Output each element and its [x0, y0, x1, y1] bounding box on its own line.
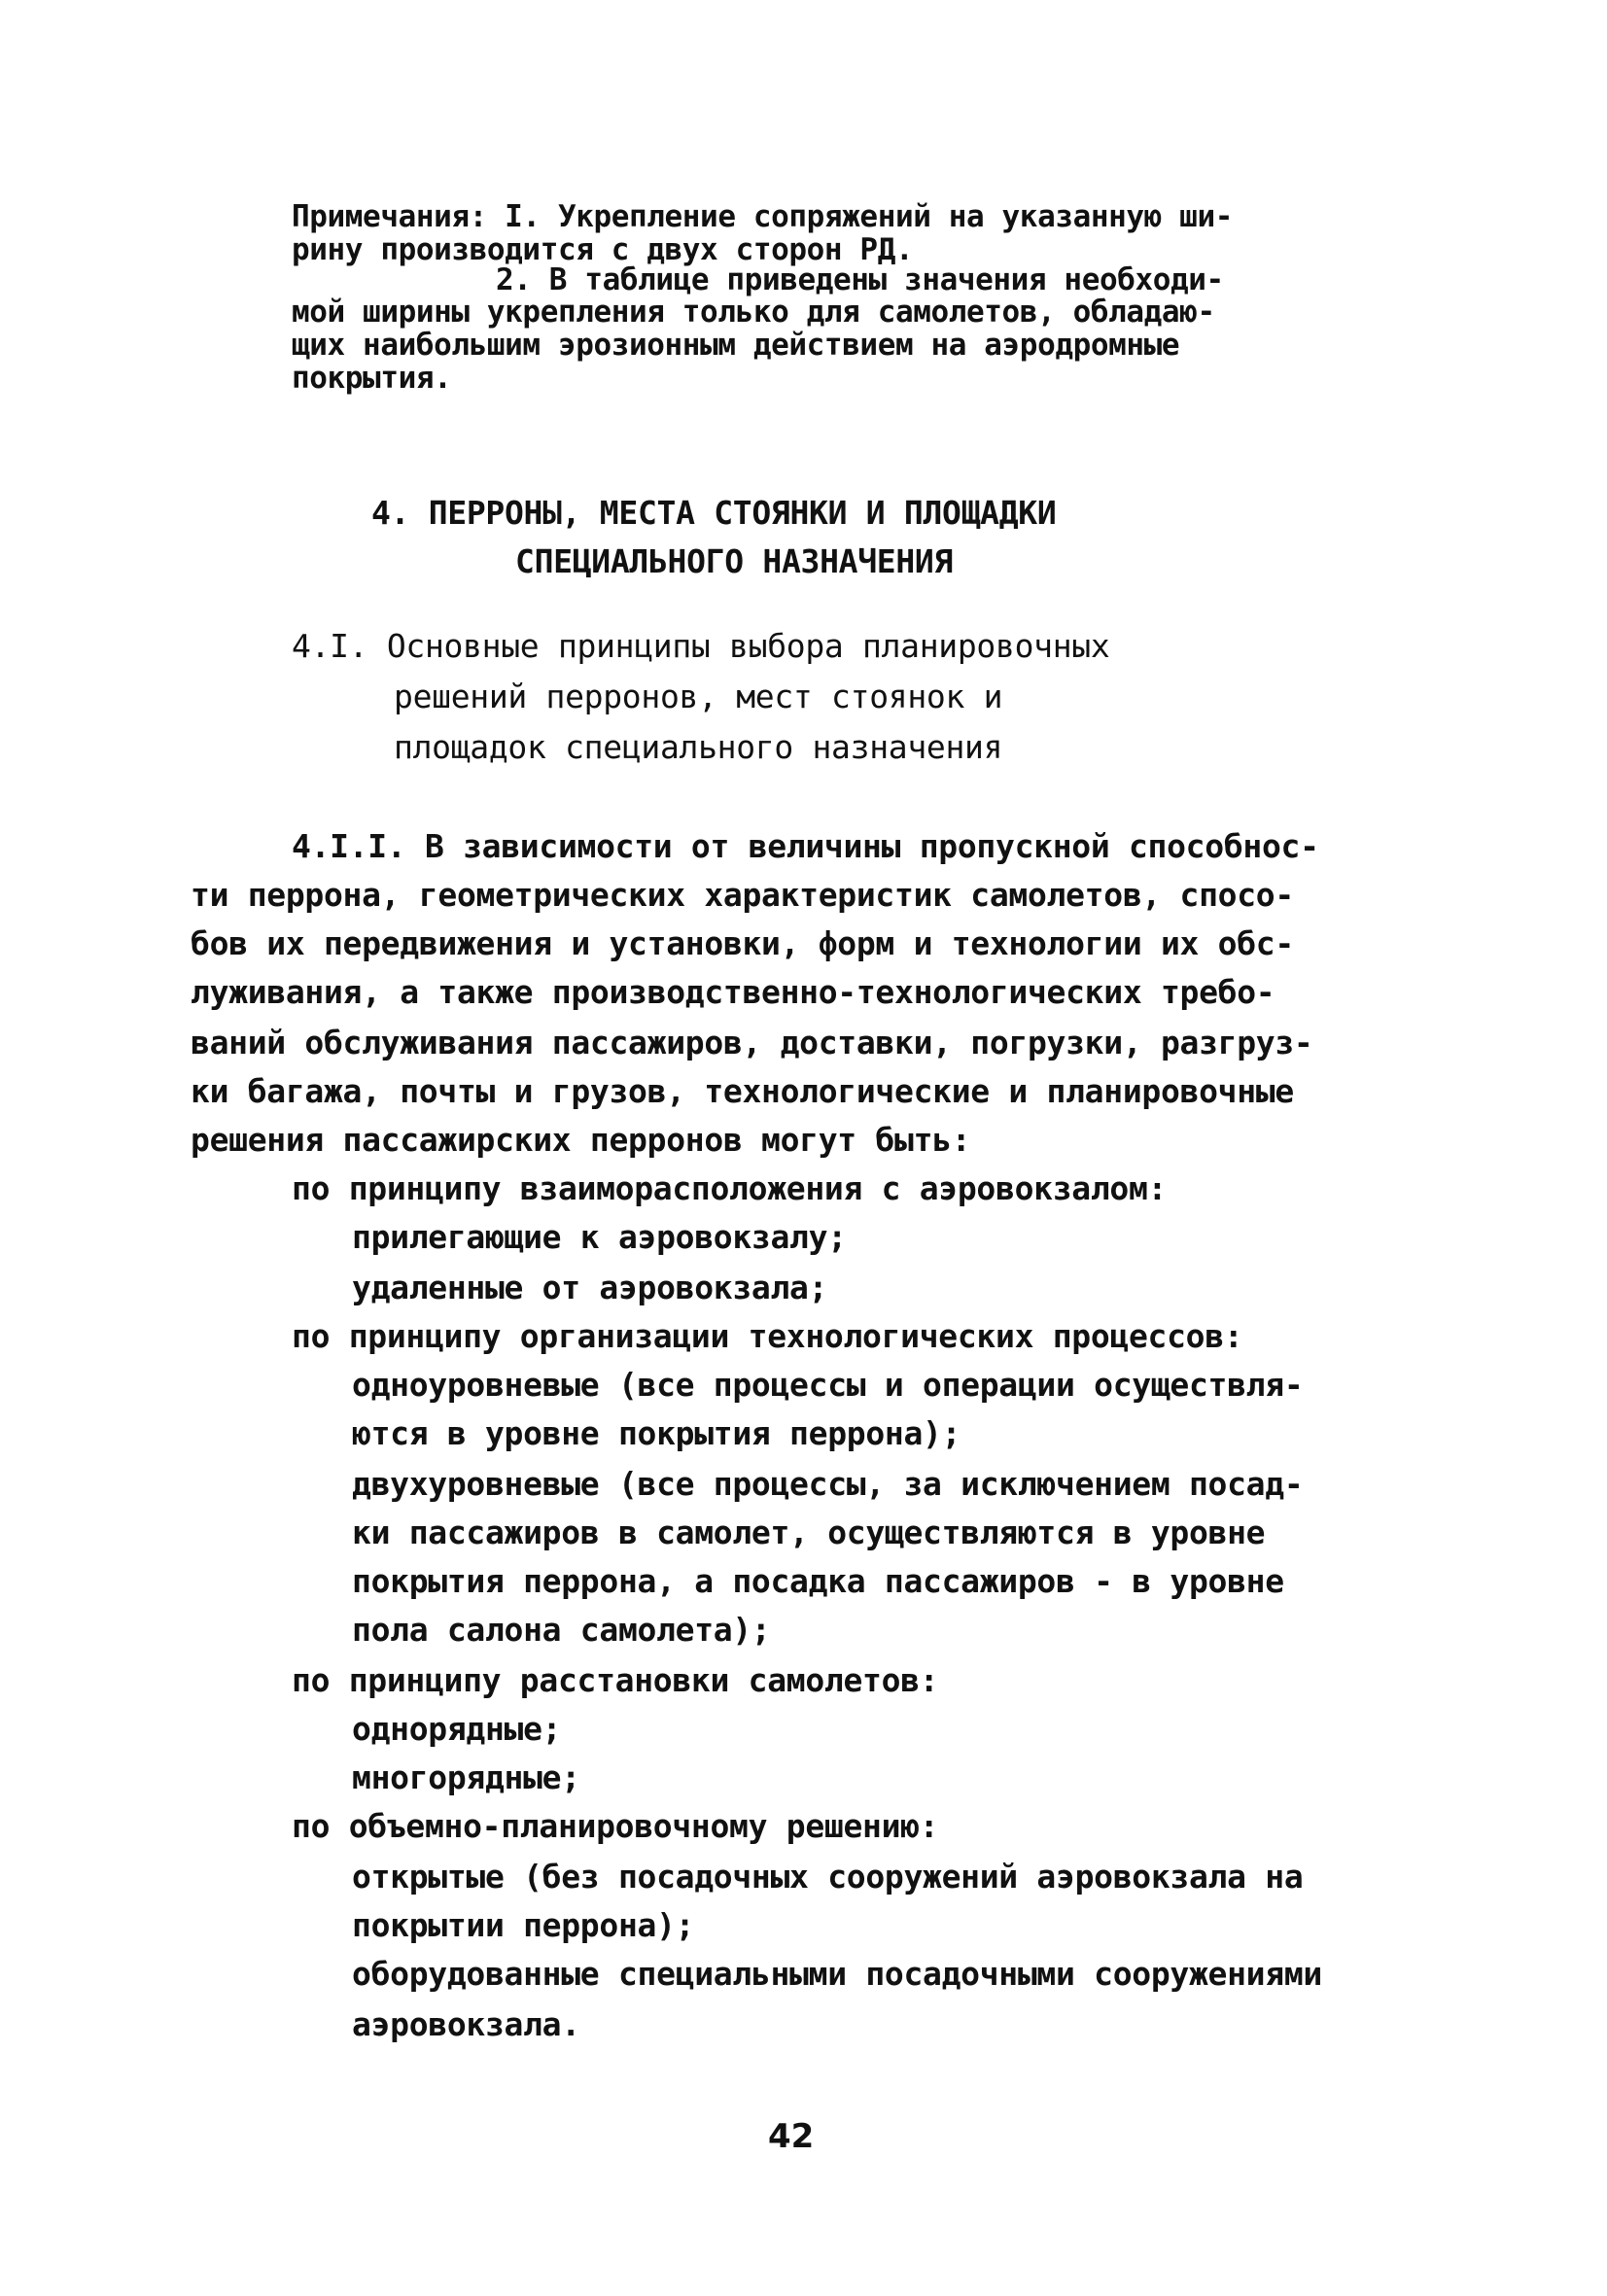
body-line: двухуровневые (все процессы, за исключением посад- — [352, 1465, 1304, 1503]
body-line: ки пассажиров в самолет, осуществляются в уровне — [352, 1513, 1266, 1551]
body-line: ти перрона, геометрических характеристик самолетов, спосо- — [191, 876, 1294, 914]
section-heading-line: СПЕЦИАЛЬНОГО НАЗНАЧЕНИЯ — [515, 542, 954, 580]
body-line: прилегающие к аэровокзалу; — [352, 1218, 847, 1256]
body-line: по принципу организации технологических процессов: — [292, 1317, 1243, 1355]
body-line: по принципу взаиморасположения с аэровокзалом: — [292, 1169, 1168, 1207]
body-line: многорядные; — [352, 1758, 580, 1796]
body-line: луживания, а также производственно-технологических требо- — [191, 973, 1275, 1011]
body-line: ки багажа, почты и грузов, технологические и планировочные — [191, 1072, 1294, 1110]
page-number: 42 — [768, 2117, 815, 2156]
notes-line: щих наибольшим эрозионным действием на аэродромные — [292, 328, 1180, 363]
body-line: решения пассажирских перронов могут быть: — [191, 1121, 971, 1159]
notes-line: 2. В таблице приведены значения необходи- — [496, 262, 1224, 297]
body-line: 4.I.I. В зависимости от величины пропускной способнос- — [292, 827, 1319, 865]
notes-line: рину производится с двух сторон РД. — [292, 232, 914, 267]
body-line: одноуровневые (все процессы и операции осуществля- — [352, 1366, 1304, 1404]
body-line: покрытии перрона); — [352, 1906, 695, 1944]
body-line: ваний обслуживания пассажиров, доставки, погрузки, разгруз- — [191, 1024, 1313, 1061]
section-heading-line: 4. ПЕРРОНЫ, МЕСТА СТОЯНКИ И ПЛОЩАДКИ — [371, 494, 1057, 532]
subsection-heading-line: площадок специального назначения — [394, 728, 1003, 766]
body-line: удаленные от аэровокзала; — [352, 1269, 828, 1306]
subsection-heading-line: решений перронов, мест стоянок и — [394, 678, 1003, 715]
subsection-heading-line: 4.I. Основные принципы выбора планировочных — [292, 627, 1110, 665]
notes-line: Примечания: I. Укрепление сопряжений на указанную ши- — [292, 199, 1233, 234]
body-line: открытые (без посадочных сооружений аэровокзала на — [352, 1858, 1304, 1896]
body-line: аэровокзала. — [352, 2005, 580, 2043]
body-line: покрытия перрона, а посадка пассажиров - в уровне — [352, 1562, 1284, 1600]
notes-line: мой ширины укрепления только для самолетов, обладаю- — [292, 295, 1215, 330]
body-line: однорядные; — [352, 1710, 562, 1748]
body-line: оборудованные специальными посадочными сооружениями — [352, 1955, 1322, 1993]
body-line: пола салона самолета); — [352, 1611, 771, 1649]
body-line: по принципу расстановки самолетов: — [292, 1661, 939, 1699]
body-line: ются в уровне покрытия перрона); — [352, 1414, 961, 1452]
body-line: бов их передвижения и установки, форм и технологии их обс- — [191, 924, 1294, 962]
body-line: по объемно-планировочному решению: — [292, 1807, 939, 1845]
notes-line: покрытия. — [292, 361, 452, 396]
